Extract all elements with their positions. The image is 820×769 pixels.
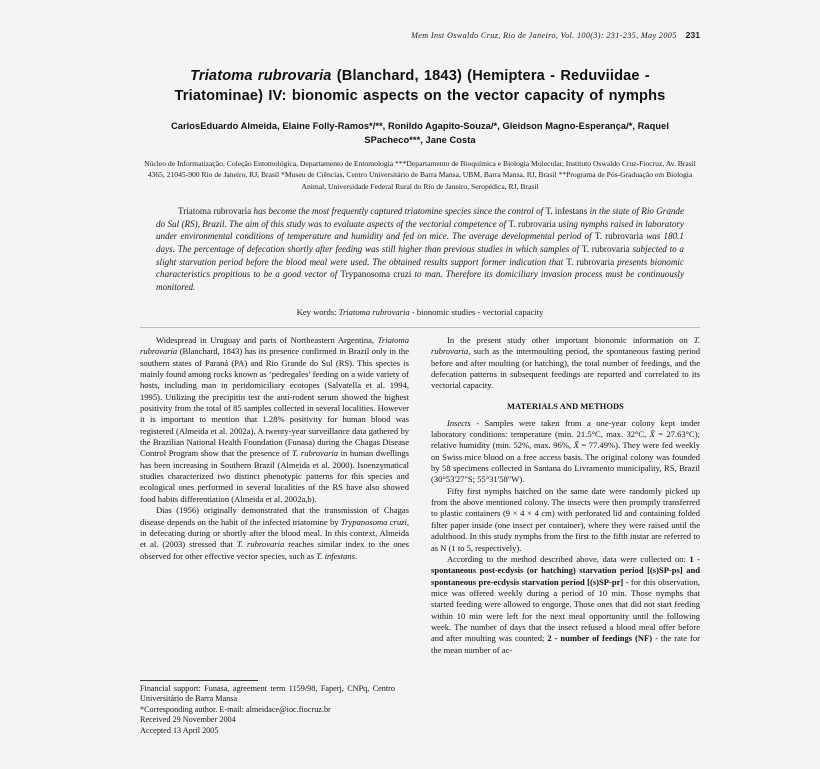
abstract-text-7: to man. Therefore its domiciliary invasion process must be continuously monitored. (156, 269, 684, 292)
abstract-text-6: presents bionomic characteristics propitious to be a good vector of (156, 256, 684, 280)
abstract-text-3: using nymphs raised in laboratory under environmental conditions of temperature and humidity and fed on mice. The average developmental period of (156, 218, 684, 242)
right-paragraph-4 (431, 554, 700, 656)
abstract-species-1: Triatoma rubrovaria (178, 206, 252, 217)
abstract-text-1: has become the most frequently captured triatomine species since the control of (251, 206, 546, 217)
rc-p2-lead-in: Insects (447, 417, 471, 428)
lc-p2-species-1: Trypanosoma cruzi (340, 516, 407, 527)
rc-p4-item-1-label: 1 - spontaneous post-ecdysis (or hatching) starvation period [(s)SP-ps] and spontaneous pre-ecdysis starvation period [(s)SP-pr] (431, 553, 700, 587)
lc-p2-t1: Dias (1956) originally demonstrated that the transmission of Chagas disease depends on the habit of the infected triatomine by (140, 505, 409, 527)
rc-p2-mean-symbol-1: X̄ (649, 429, 655, 440)
footnote-block (140, 680, 395, 736)
footnote-divider (140, 680, 258, 681)
section-heading-materials-and-methods: MATERIALS AND METHODS (507, 401, 624, 411)
abstract (156, 205, 684, 293)
keyword-species: Triatoma rubrovaria (338, 307, 410, 318)
lc-p1-t2: (Blanchard, 1843) has its presence confirmed in Brazil only in the southern states of Paraná (PA) and Rio Grande do Sul (RS). This species is mainly found among rocks known as ‘pedregales’ feeding on a wide variety of hosts, including man in peridomiciliary ecotopes (Salvatella et al. 1994, 1995). Utilizing the precipitin test the anti-rodent serum showed the highest positivity from the total of 85 samples collected in several localities. However it is important to mention that 1.28% positivity for human blood was registered (Almeida et al. 2002a). A twenty-year surveillance data gathered by the Brazilian National Health Foundation (Funasa) during the Chagas Disease Control Program show that the presence of (140, 346, 409, 459)
abstract-species-6: T. rubrovaria (566, 256, 615, 267)
header-divider (140, 327, 700, 328)
rc-p4-t3: - the rate for the mean number of ac- (431, 633, 700, 655)
running-head (140, 30, 700, 40)
rc-p1-t1: In the present study other important bionomic information on (447, 335, 694, 345)
abstract-species-5: T. rubrovaria (581, 244, 630, 254)
right-paragraph-3: Fifty first nymphs hatched on the same date were randomly picked up from the above mentioned colony. The insects were then promptly transferred to plastic containers (9 × 4 × 4 cm) with perforated lid and containing folded filter paper inside (one insect per container), where they were raised until the adulthood. In this study nymphs from the first to the fifth instar are referred to as N (1 to 5, respectively). (431, 485, 700, 553)
right-paragraph-1 (431, 335, 700, 392)
lc-p1-t1: Widespread in Uruguay and parts of Northeastern Argentina, (156, 335, 378, 345)
rc-p2-t3: = 77.49%). They were fed weekly on Swiss mice blood on a free access basis. The original colony was founded by 58 specimens collected in Santana do Livramento municipality, RS, Brazil (30°53'27"S; 55°31'58"W). (431, 440, 700, 485)
journal-issue-pages: (3): 231-235, May 2005 (590, 31, 677, 40)
lc-p2-t2: , in defecating during or shortly after the blood meal. In this context, Almeida et al. (2003) stressed that (140, 516, 410, 550)
author-list: CarlosEduardo Almeida, Elaine Folly-Ramos*/**, Ronildo Agapito-Souza/*, Gleidson Magno-Esperança/*, Raquel SPacheco***, Jane Costa (171, 121, 669, 145)
left-column (140, 335, 409, 753)
page-title (164, 66, 676, 106)
rc-p1-t2: , such as the intermoulting period, the spontaneous fasting period before and after moulting (or hatching), the total number of feedings, and the defecation patterns in subsequent feedings are reported and correlated to its vectorial capacity. (431, 346, 700, 391)
footnote-corresponding-author: *Corresponding author. E-mail: almeidace@ioc.fiocruz.br (140, 704, 331, 714)
lc-p2-species-3: T. infestans (316, 550, 355, 561)
title-species-name: Triatoma rubrovaria (190, 68, 332, 84)
abstract-species-3: T. rubrovaria (508, 218, 556, 229)
right-paragraph-2 (431, 418, 700, 486)
lc-p1-t3: in human dwellings has been increasing in Southern Brazil (Almeida et al. 2000). Isoenzymatical studies characterized two distinct phenotypic patterns for this species and ecological ones performed in several localities of the RS have also showed food habits differentiation (Almeida et al. 2002a,b). (140, 448, 409, 504)
abstract-species-2: T. infestans (545, 206, 588, 217)
keywords (140, 307, 700, 317)
footnote-received-date: Received 29 November 2004 (140, 715, 236, 725)
body-columns (140, 335, 700, 753)
abstract-species-7: Trypanosoma cruzi (340, 269, 412, 280)
rc-p4-t1: According to the method described above, data were collected on: (447, 553, 690, 564)
rc-p4-item-2-label: 2 - number of feedings (NF) (547, 633, 653, 644)
lc-p2-t3: reaches similar index to the ones observed for other effective vector species, such as (140, 539, 409, 561)
article-sheet (140, 26, 700, 752)
lc-p1-species-2: T. rubrovaria (292, 448, 339, 459)
abstract-text-5: subjected to a slight starvation period before the blood meal were used. The obtained results support former indication that (156, 244, 684, 267)
keywords-label: Key words: (296, 307, 339, 318)
abstract-species-4: T. rubrovaria (594, 231, 644, 242)
keywords-rest: - bionomic studies - vectorial capacity (409, 307, 544, 318)
abstract-text-2: in the state of Rio Grande do Sul (RS), Brazil. The aim of this study was to evaluate aspects of the vectorial competence of (156, 206, 684, 229)
rc-p2-t2: = 27.63°C); relative humidity (min. 52%, max. 96%, (431, 429, 700, 451)
journal-volume: 100 (576, 31, 591, 40)
rc-p2-t1: - Samples were taken from a one-year colony kept under laboratory conditions: temperature (min. 21.5°C, max. 32°C, (431, 417, 700, 440)
left-paragraph-2 (140, 505, 409, 562)
abstract-text-4: was 180.1 days. The percentage of defecation shortly after feeding was still higher than previous studies in which samples of (156, 231, 684, 254)
rc-p2-mean-symbol-2: X̄ (573, 440, 579, 451)
lc-p2-species-2: T. rubrovaria (236, 539, 285, 550)
right-column (431, 335, 700, 753)
lc-p2-t4: . (354, 550, 358, 561)
journal-citation: Mem Inst Oswaldo Cruz, Rio de Janeiro, Vol. (411, 31, 577, 40)
affiliations: Núcleo de Informatização, Coleção Entomológica, Departamento de Entomologia ***Departamento de Bioquímica e Biologia Molecular, Instituto Oswaldo Cruz-Fiocruz, Av. Brasil 4365, 21045-900 Rio de Janeiro, RJ, Brasil *Museu de Ciências, Centro Universitário de Barra Mansa, UBM, Barra Mansa, RJ, Brasil **Programa de Pós-Graduação em Biologia Animal, Universidade Federal Rural do Rio de Janeiro, Seropédica, RJ, Brasil (144, 159, 696, 191)
rc-p4-t2: - for this observation, mice was offered weekly during a period of 10 min. Those nymphs that started feeding were allowed to engorge. Those ones that did not start feeding within 10 min were left for the next meal opportunity until the following week. The number of days that the insect refused a blood meal offer before and after moulting was counted; (431, 576, 700, 644)
footnote-financial-support: Financial support: Funasa, agreement term 1159/98, Faperj, CNPq, Centro Universitário de Barra Mansa (140, 683, 395, 704)
left-paragraph-1 (140, 335, 409, 505)
rc-p1-species-1: T. rubrovaria (431, 335, 700, 357)
lc-p1-species-1: Triatoma rubrovaria (140, 335, 409, 357)
page-number: 231 (685, 30, 700, 40)
footnote-accepted-date: Accepted 13 April 2005 (140, 725, 219, 735)
title-remainder: (Blanchard, 1843) (Hemiptera - Reduviidae - Triatominae) IV: bionomic aspects on the vector capacity of nymphs (174, 68, 666, 104)
